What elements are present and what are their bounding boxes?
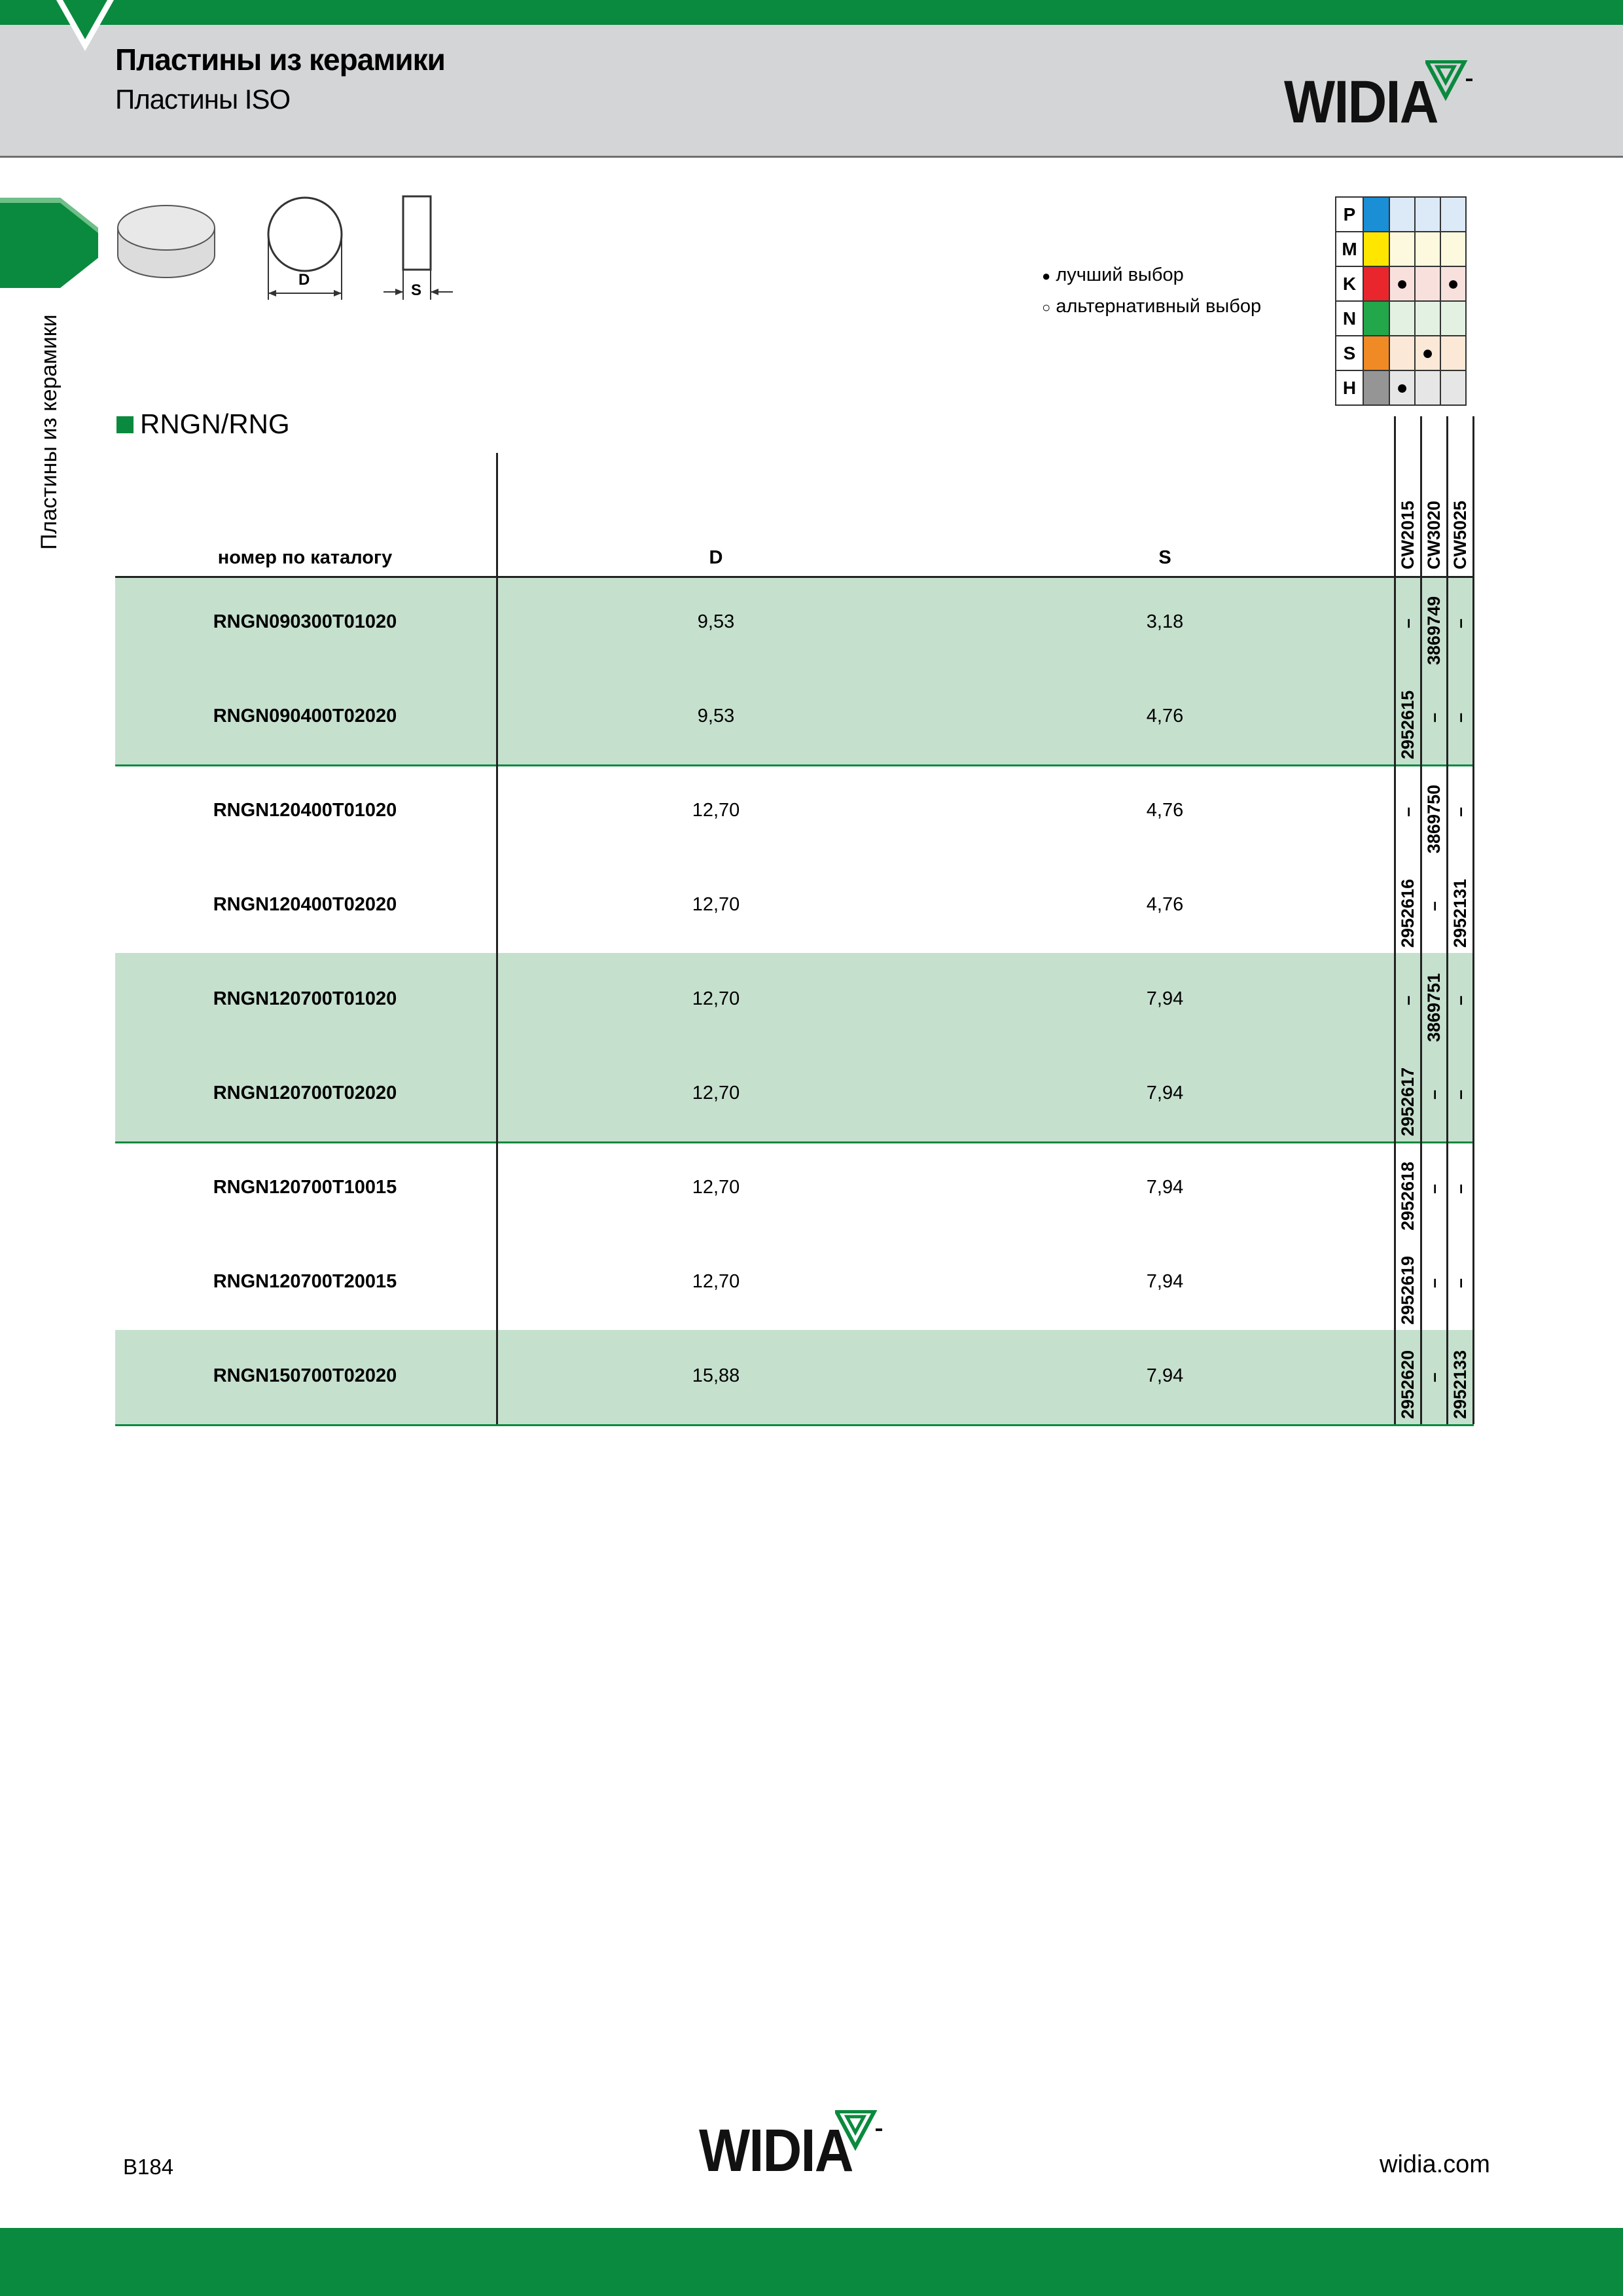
column-header-d: D: [709, 547, 723, 568]
grade-empty-cell: –: [1424, 901, 1444, 911]
dimension-s: 4,76: [1146, 706, 1184, 726]
material-grade-cell: [1415, 370, 1440, 405]
group-divider: [115, 764, 1474, 766]
thickness-label: S: [411, 281, 422, 299]
catalog-number: RNGN120400T01020: [213, 800, 397, 821]
dimension-d: 12,70: [692, 1177, 740, 1198]
catalog-number: RNGN120700T20015: [213, 1271, 397, 1292]
material-row: [1336, 232, 1466, 266]
grade-order-code: 3869750: [1424, 784, 1444, 853]
group-divider: [115, 1141, 1474, 1143]
part-column-divider: [496, 453, 498, 1424]
dimension-s: 4,76: [1146, 800, 1184, 821]
grade-empty-cell: –: [1424, 712, 1444, 723]
dimension-s: 7,94: [1146, 1177, 1184, 1198]
catalog-number: RNGN090400T02020: [213, 706, 397, 726]
header-rule: [115, 576, 1474, 578]
dimension-d: 12,70: [692, 988, 740, 1009]
grade-empty-cell: –: [1450, 712, 1470, 723]
material-letter: S: [1336, 336, 1363, 370]
dimension-s: 7,94: [1146, 988, 1184, 1009]
material-grade-cell: [1440, 301, 1466, 336]
side-section-label: Пластины из керамики: [37, 314, 62, 550]
material-row: [1336, 336, 1466, 370]
grade-empty-cell: –: [1398, 618, 1418, 628]
legend-best: ● лучший выбор: [1042, 264, 1184, 285]
dimension-s: 7,94: [1146, 1083, 1184, 1103]
dimension-d: 12,70: [692, 800, 740, 821]
material-letter: H: [1336, 370, 1363, 405]
material-grade-cell: [1389, 301, 1415, 336]
material-letter: M: [1336, 232, 1363, 266]
material-grade-cell: ●: [1415, 336, 1440, 370]
legend-alternative: ○ альтернативный выбор: [1042, 296, 1262, 317]
grade-empty-cell: –: [1450, 1089, 1470, 1100]
grade-column-divider: [1446, 416, 1448, 1424]
material-application-grid: [1335, 196, 1467, 406]
grade-order-code: 3869751: [1424, 973, 1444, 1042]
website-url: widia.com: [1380, 2151, 1490, 2178]
material-color-swatch: [1363, 232, 1389, 266]
group-divider: [115, 1424, 1474, 1426]
grade-empty-cell: –: [1424, 1183, 1444, 1194]
grade-header-cw3020: CW3020: [1424, 500, 1444, 569]
page-number: B184: [123, 2155, 174, 2179]
widia-triangle-icon: [1425, 60, 1474, 102]
grade-empty-cell: –: [1424, 1089, 1444, 1100]
catalog-number: RNGN120700T10015: [213, 1177, 397, 1198]
catalog-number: RNGN090300T01020: [213, 611, 397, 632]
grade-column-divider: [1394, 416, 1396, 1424]
grade-header-cw2015: CW2015: [1398, 500, 1418, 569]
grade-empty-cell: –: [1450, 618, 1470, 628]
material-grade-cell: [1415, 232, 1440, 266]
grade-order-code: 3869749: [1424, 596, 1444, 665]
material-grade-cell: [1440, 197, 1466, 232]
grade-order-code: 2952615: [1398, 690, 1418, 759]
hollow-dot-icon: ○: [1042, 299, 1051, 315]
material-row: [1336, 266, 1466, 301]
catalog-number: RNGN120400T02020: [213, 894, 397, 915]
grade-column-divider: [1472, 416, 1474, 1424]
insert-3d-drawing: [115, 196, 217, 288]
material-grade-cell: ●: [1389, 370, 1415, 405]
dimension-d: 9,53: [697, 706, 735, 726]
catalog-number: RNGN120700T01020: [213, 988, 397, 1009]
grade-empty-cell: –: [1450, 806, 1470, 817]
grade-empty-cell: –: [1450, 1183, 1470, 1194]
grade-empty-cell: –: [1398, 806, 1418, 817]
grade-header-cw5025: CW5025: [1450, 500, 1470, 569]
material-color-swatch: [1363, 336, 1389, 370]
side-tab-marker: [0, 195, 99, 291]
dimension-s: 4,76: [1146, 894, 1184, 915]
material-row: [1336, 197, 1466, 232]
catalog-number: RNGN120700T02020: [213, 1083, 397, 1103]
section-bullet-icon: [116, 416, 134, 433]
material-grade-cell: [1389, 336, 1415, 370]
material-grade-cell: [1415, 266, 1440, 301]
filled-dot-icon: ●: [1042, 268, 1051, 284]
grade-order-code: 2952618: [1398, 1161, 1418, 1230]
grade-column-divider: [1420, 416, 1422, 1424]
material-grade-cell: ●: [1440, 266, 1466, 301]
dimension-d: 12,70: [692, 1083, 740, 1103]
dimension-s: 3,18: [1146, 611, 1184, 632]
material-grade-cell: [1389, 197, 1415, 232]
widia-logo-footer: WIDIA: [699, 2117, 853, 2184]
dimension-d: 12,70: [692, 894, 740, 915]
material-color-swatch: [1363, 301, 1389, 336]
page-title: Пластины из керамики: [115, 43, 445, 77]
dimension-s: 7,94: [1146, 1271, 1184, 1292]
material-color-swatch: [1363, 370, 1389, 405]
grade-order-code: 2952619: [1398, 1255, 1418, 1325]
bottom-brand-bar: [0, 2228, 1623, 2296]
material-grade-cell: [1440, 232, 1466, 266]
grade-empty-cell: –: [1450, 1278, 1470, 1288]
grade-order-code: 2952616: [1398, 878, 1418, 948]
diameter-label: D: [298, 271, 310, 289]
corner-notch-green: [63, 0, 107, 39]
material-letter: P: [1336, 197, 1363, 232]
catalog-number: RNGN150700T02020: [213, 1365, 397, 1386]
product-table: [115, 453, 1474, 1424]
material-letter: N: [1336, 301, 1363, 336]
material-letter: K: [1336, 266, 1363, 301]
column-header-part: номер по каталогу: [217, 547, 393, 568]
material-grade-cell: [1440, 336, 1466, 370]
dimension-s: 7,94: [1146, 1365, 1184, 1386]
dimension-d: 9,53: [697, 611, 735, 632]
column-header-s: S: [1158, 547, 1171, 568]
material-grade-cell: [1415, 301, 1440, 336]
dimension-d: 15,88: [692, 1365, 740, 1386]
section-title: RNGN/RNG: [140, 408, 290, 439]
grade-order-code: 2952131: [1450, 878, 1470, 948]
grade-empty-cell: –: [1450, 995, 1470, 1005]
row-group-shade: [115, 953, 1474, 1141]
dimension-d: 12,70: [692, 1271, 740, 1292]
material-grade-cell: ●: [1389, 266, 1415, 301]
grade-order-code: 2952617: [1398, 1067, 1418, 1136]
widia-logo-header: WIDIA: [1284, 69, 1438, 135]
grade-empty-cell: –: [1424, 1372, 1444, 1382]
material-color-swatch: [1363, 197, 1389, 232]
material-color-swatch: [1363, 266, 1389, 301]
grade-order-code: 2952133: [1450, 1350, 1470, 1419]
grade-order-code: 2952620: [1398, 1350, 1418, 1419]
grade-empty-cell: –: [1424, 1278, 1444, 1288]
material-row: [1336, 301, 1466, 336]
grade-empty-cell: –: [1398, 995, 1418, 1005]
material-row: [1336, 370, 1466, 405]
material-grade-cell: [1389, 232, 1415, 266]
material-grade-cell: [1415, 197, 1440, 232]
material-grade-cell: [1440, 370, 1466, 405]
page-subtitle: Пластины ISO: [115, 84, 291, 115]
widia-triangle-icon: [835, 2110, 883, 2152]
row-group-shade: [115, 576, 1474, 764]
top-brand-bar: [0, 0, 1623, 25]
